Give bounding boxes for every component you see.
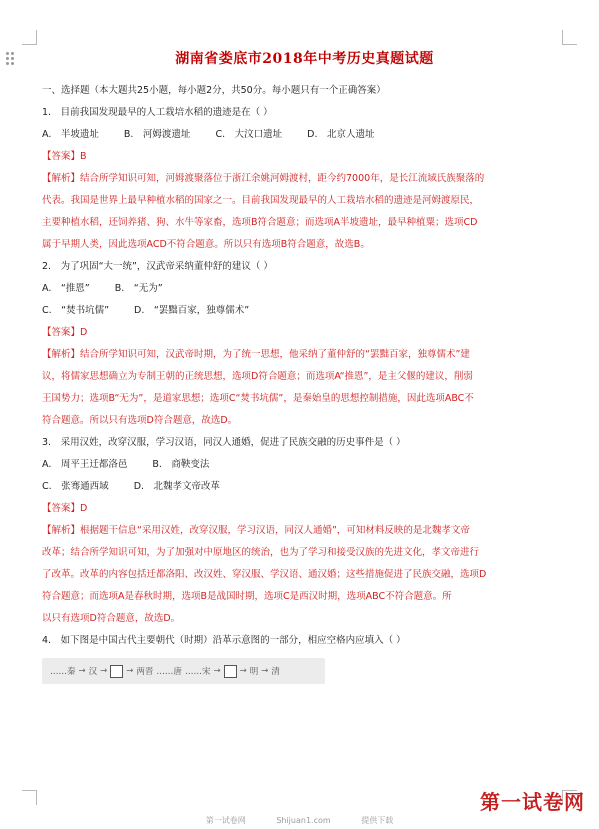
question-1-analysis <box>42 168 567 256</box>
footer-download-text: 提供下载 <box>361 816 394 825</box>
answer-label: 【答案】 <box>42 503 81 514</box>
answer-label: 【答案】 <box>42 151 81 162</box>
arrow-right-icon: → <box>261 666 269 676</box>
option-d: D. 北京人遗址 <box>307 129 375 140</box>
timeline-item: ……宋 <box>184 667 211 677</box>
timeline-item: 明 <box>249 667 259 677</box>
option-c: C. 大汶口遗址 <box>215 129 283 140</box>
analysis-line: 属于早期人类，因此选项ACD不符合题意。所以只有选项B符合题意，故选B。 <box>42 239 370 250</box>
question-1-answer <box>42 146 567 168</box>
section-heading: 一、选择题（本大题共25小题，每小题2分，共50分。每小题只有一个正确答案） <box>42 85 386 96</box>
blank-box <box>110 665 123 678</box>
analysis-line: 根据题干信息“采用汉姓，改穿汉服，学习汉语，同汉人通婚”，可知材料反映的是北魏孝文帝 <box>80 525 470 536</box>
question-3-stem: 3. 采用汉姓，改穿汉服，学习汉语，同汉人通婚，促进了民族交融的历史事件是（ ） <box>42 437 406 448</box>
timeline-item: ……唐 <box>156 667 182 677</box>
option-b: B. “无为” <box>114 283 163 294</box>
option-d: D. “罢黜百家，独尊儒术” <box>134 305 250 316</box>
question-2-analysis <box>42 344 567 432</box>
analysis-line: 以只有选项D符合题意，故选D。 <box>42 613 181 624</box>
analysis-label: 【解析】 <box>42 173 81 184</box>
crop-mark-top-left <box>22 30 37 45</box>
timeline-item: 两晋 <box>136 667 154 677</box>
timeline-item: ……秦 <box>50 667 76 677</box>
dynasty-timeline-figure <box>42 658 325 684</box>
answer-value: D <box>80 327 88 338</box>
analysis-label: 【解析】 <box>42 349 81 360</box>
analysis-line: 符合题意。所以只有选项D符合题意，故选D。 <box>42 415 238 426</box>
crop-mark-bottom-left <box>22 790 37 805</box>
document-title: 湖南省娄底市2018年中考历史真题试题 <box>175 51 434 67</box>
question-2-options-row-2 <box>42 300 567 322</box>
answer-label: 【答案】 <box>42 327 81 338</box>
footer-site-url[interactable]: Shijuan1.com <box>276 816 331 825</box>
option-a: A. 周平王迁都洛邑 <box>42 459 128 470</box>
arrow-right-icon: → <box>100 666 108 676</box>
question-2-options-row-1 <box>42 278 567 300</box>
option-b: B. 河姆渡遗址 <box>123 129 191 140</box>
option-c: C. “焚书坑儒” <box>42 305 109 316</box>
question-4-stem: 4. 如下图是中国古代主要朝代（时期）沿革示意图的一部分，相应空格内应填入（ ） <box>42 635 406 646</box>
analysis-line: 结合所学知识可知，汉武帝时期，为了统一思想，他采纳了董仲舒的“罢黜百家，独尊儒术”建 <box>80 349 470 360</box>
footer-site-name: 第一试卷网 <box>205 816 246 825</box>
crop-mark-top-right <box>562 30 577 45</box>
analysis-line: 改革；结合所学知识可知，为了加强对中原地区的统治，也为了学习和接受汉族的先进文化，孝文帝进行 <box>42 547 480 558</box>
analysis-line: 主要种植水稻，还饲养猪、狗、水牛等家畜，选项B符合题意；而选项A半坡遗址，最早种植粟；选项CD <box>42 217 478 228</box>
page-footer <box>0 815 599 826</box>
arrow-right-icon: → <box>239 666 247 676</box>
analysis-line: 了改革。改革的内容包括迁都洛阳、改汉姓、穿汉服、学汉语、通汉婚；这些措施促进了民族交融，选项D <box>42 569 487 580</box>
answer-value: B <box>80 151 87 162</box>
option-a: A. 半坡遗址 <box>42 129 99 140</box>
site-logo[interactable]: 第一试卷网 <box>480 790 585 814</box>
question-1-options <box>42 124 567 146</box>
question-3-answer <box>42 498 567 520</box>
analysis-line: 议，将儒家思想确立为专制王朝的正统思想，选项D符合题意；而选项A“推恩”，是主父偃的建议，削弱 <box>42 371 473 382</box>
question-3-options-row-2 <box>42 476 567 498</box>
arrow-right-icon: → <box>126 666 134 676</box>
answer-value: D <box>80 503 88 514</box>
blank-box <box>224 665 237 678</box>
timeline-item: 清 <box>271 667 280 677</box>
arrow-right-icon: → <box>213 666 221 676</box>
arrow-right-icon: → <box>78 666 86 676</box>
analysis-line: 王国势力；选项B“无为”，是道家思想；选项C“焚书坑儒”，是秦始皇的思想控制措施，因此选项ABC不 <box>42 393 474 404</box>
drag-handle-icon[interactable] <box>6 52 14 65</box>
document-page <box>42 48 567 684</box>
question-1-stem: 1. 目前我国发现最早的人工栽培水稻的遗迹是在（ ） <box>42 107 273 118</box>
analysis-label: 【解析】 <box>42 525 81 536</box>
analysis-line: 结合所学知识可知，河姆渡聚落位于浙江余姚河姆渡村，距今约7000年，是长江流域氏族聚落的 <box>80 173 485 184</box>
option-d: D. 北魏孝文帝改革 <box>133 481 221 492</box>
option-b: B. 商鞅变法 <box>152 459 210 470</box>
question-2-answer <box>42 322 567 344</box>
option-c: C. 张骞通西域 <box>42 481 109 492</box>
analysis-line: 代表。我国是世界上最早种植水稻的国家之一。目前我国发现最早的人工栽培水稻的遗迹是河姆渡原民， <box>42 195 480 206</box>
analysis-line: 符合题意；而选项A是春秋时期，选项B是战国时期，选项C是西汉时期，选项ABC不符合题意。所 <box>42 591 452 602</box>
question-3-options-row-1 <box>42 454 567 476</box>
question-2-stem: 2. 为了巩固“大一统”，汉武帝采纳董仲舒的建议（ ） <box>42 261 273 272</box>
option-a: A. “推恩” <box>42 283 90 294</box>
timeline-item: 汉 <box>88 667 98 677</box>
question-3-analysis <box>42 520 567 630</box>
